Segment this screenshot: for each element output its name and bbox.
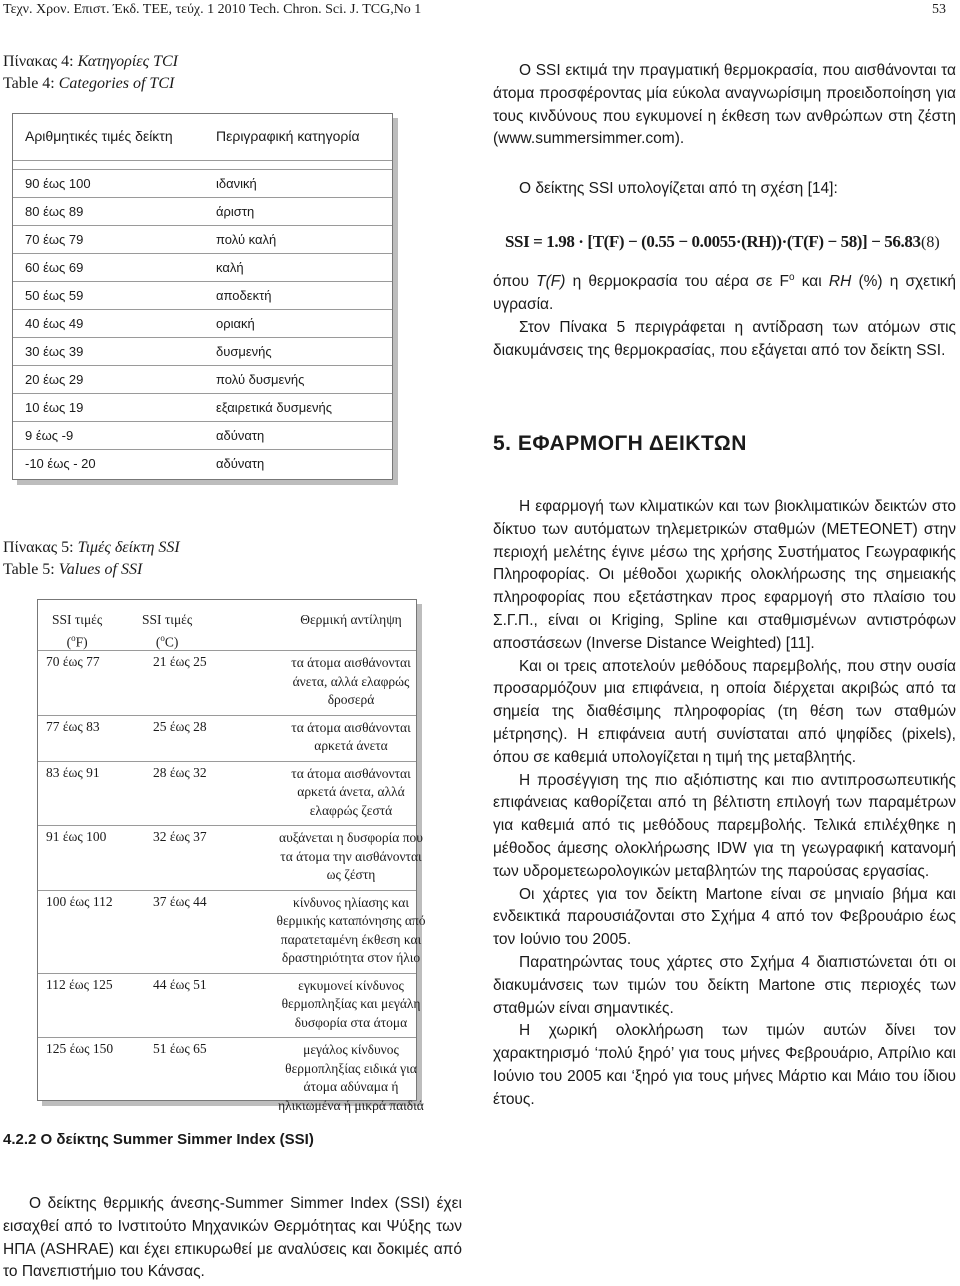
table5-perception-line: δροσερά [327,692,375,707]
section-5-paragraph: Οι χάρτες για τον δείκτη Martone είναι σε μηνιαίο βήμα και ενδεικτικά παρουσιάζονται στο Σχήμα 4 από τον Φεβρουάριο έως τον Ιούνιο του 2005. [493,885,956,949]
ssi-formula-intro [493,178,956,201]
table5-perception-cell [256,829,446,885]
right-intro [493,60,956,151]
table4-category-cell: αποδεκτή [216,288,272,303]
table4-caption-gr-label: Πίνακας 4: [3,53,74,70]
table4-row [13,393,392,422]
table4-row [13,281,392,310]
section-422-paragraph: Ο δείκτης θερμικής άνεσης-Summer Simmer Index (SSI) έχει εισαχθεί από το Ινστιτούτο Μηχανικών Θερμότητας και Ψύξης των ΗΠΑ (ASHRAE) και έχει επικυρωθεί με αναλύσεις και δοκιμές από το Πανεπιστήμιο του Κάνσας. [3,1195,462,1281]
table5-caption-en: Values of SSI [58,561,143,578]
table5-perception-cell [256,977,446,1033]
table5-caption-gr: Τιμές δείκτη SSI [77,539,180,556]
table4-category-cell: πολύ δυσμενής [216,372,305,387]
table5-perception-line: αυξάνεται η δυσφορία που [279,830,423,845]
table4-row [13,365,392,394]
page-number: 53 [932,2,946,17]
table5-celsius-cell: 21 έως 25 [153,654,207,669]
table4-range-cell: 70 έως 79 [25,232,84,247]
table4-range-cell: 10 έως 19 [25,400,84,415]
table4-category-cell: άριστη [216,204,255,219]
table4-col1-header: Αριθμητικές τιμές δείκτη [25,128,173,144]
table5-col1-header [52,610,102,652]
table4-range-cell: 40 έως 49 [25,316,84,331]
section-5-heading: 5. ΕΦΑΡΜΟΓΗ ΔΕΙΚΤΩΝ [493,432,747,455]
running-header [0,0,960,22]
table4-row [13,225,392,254]
ssi-formula-intro-text: Ο δείκτης SSI υπολογίζεται από τη σχέση [14]: [519,180,838,197]
table4-row [13,169,392,198]
table5-perception-line: άτομα αδύναμα ή [303,1079,399,1094]
table5-row [38,650,416,716]
equation-number: (8) [921,234,940,251]
table5-perception-cell [256,719,446,756]
table5-caption-gr-label: Πίνακας 5: [3,539,74,556]
table4-caption [3,51,178,95]
table5 [37,599,426,1113]
journal-citation: Τεχν. Χρον. Επιστ. Έκδ. ΤΕΕ, τεύχ. 1 2010 Tech. Chron. Sci. J. TCG,No 1 [3,2,422,17]
table4-category-cell: ιδανική [216,176,257,191]
table4-category-cell: αδύνατη [216,428,265,443]
table5-header [38,600,416,650]
table5-perception-cell [256,894,446,968]
section-5-paragraph: Η χωρική ολοκλήρωση των τιμών αυτών δίνει τον χαρακτηρισμό ‘πολύ ξηρό’ για τους μήνες Φεβρουάριο, Απρίλιο και Ιούνιο του 2005 και ‘ξηρό για τους μήνες Μάρτιο και Μάιο του ίδιου έτους. [493,1022,956,1108]
table5-perception-line: θερμοπληξίας ειδικά για [285,1060,417,1076]
table4 [12,113,393,480]
table5-fahrenheit-cell: 77 έως 83 [46,718,100,734]
table5-perception-line: τα άτομα αισθάνονται [291,719,411,735]
table4-category-cell: εξαιρετικά δυσμενής [216,400,333,415]
table4-row [13,449,392,478]
table5-perception-cell [256,1041,446,1115]
table5-perception-cell [256,765,446,821]
table4-range-cell: 50 έως 59 [25,288,84,303]
table5-caption [3,537,180,581]
table5-perception-line: αρκετά άνετα, αλλά [297,784,405,799]
formula-var-rh: RH [828,273,852,291]
ssi-formula: SSI = 1.98 · [T(F) − (0.55 − 0.0055·(RH))·(T(F) − 58)] − 56.83 [505,232,921,251]
formula-var-a: όπου [493,273,529,291]
degree-superscript: o [789,272,795,283]
table4-range-cell: 60 έως 69 [25,260,84,275]
table5-fahrenheit-cell: 91 έως 100 [46,829,107,844]
section-5-paragraph: Η εφαρμογή των κλιματικών και των βιοκλιματικών δεικτών στο δίκτυο των αυτόματων τηλεμετρικών σταθμών (ΜΕΤΕΟΝΕΤ) στην περιοχή μελέτης έγινε μέσω της χρήσης Συστήματος Γεωγραφικής Πληροφορίας. Οι μέθοδοι χωρικής ολοκλήρωσης της σημειακής πληροφορίας που εξετάστηκαν προς εφαρμογή στο πλαίσιο του Σ.Γ.Π., είναι οι Kriging, Spline και σταθμισμένων αντιστρόφων αποστάσεων (Inverse Distance Weighted) [11]. [493,498,956,652]
table4-category-cell: πολύ καλή [216,232,277,247]
table5-perception-line: δυσφορία στα άτομα [294,1014,408,1030]
table4-row [13,309,392,338]
table4-range-cell: 80 έως 89 [25,204,84,219]
table5-perception-line: αρκετά άνετα [314,738,388,753]
table4-range-cell: 90 έως 100 [25,176,91,191]
section-5-paragraph: Και οι τρεις αποτελούν μεθόδους παρεμβολής, που στην ουσία προσαρμόζουν μια επιφάνεια, η οποία διέρχεται ακριβώς από τα σημεία της διαθέσιμης πληροφορίας (τη θέση των σταθμών μέτρησης). Η επιφάνεια αυτή συνίσταται από ψηφίδες (pixels), όπου σε καθεμιά υπολογίζεται η τιμή της μεταβλητής. [493,657,956,766]
table5-row [38,761,416,827]
table5-row [38,973,421,1039]
table5-row [38,715,416,762]
formula-var-tf: T(F) [536,273,566,291]
formula-var-c: και [801,273,822,291]
table5-caption-en-label: Table 5: [3,561,55,578]
formula-var-d: (%) η σχετική υγρασία. [493,273,957,313]
table5-celsius-cell: 32 έως 37 [153,829,207,844]
table5-perception-line: ως ζέστη [326,867,376,882]
formula-var-b: η θερμοκρασία του αέρα σε F [572,273,789,291]
table4-caption-en-label: Table 4: [3,75,55,92]
table4-col2-header: Περιγραφική κατηγορία [216,128,360,144]
table5-celsius-cell: 28 έως 32 [153,764,207,780]
table5-col1-unit: ($^o$F) [66,633,88,650]
table5-perception-line: τα άτομα αισθάνονται [291,765,411,781]
section-422-heading: 4.2.2 Ο δείκτης Summer Simmer Index (SSI) [3,1131,314,1148]
table5-perception-line: άνετα, αλλά ελαφρώς [292,673,410,689]
table4-category-cell: οριακή [216,316,255,331]
table4-row [13,421,392,450]
table4-header [13,114,392,161]
table4-range-cell: 20 έως 29 [25,372,84,387]
table5-row [38,825,423,891]
table5-col3-header: Θερμική αντίληψη [300,612,402,627]
section-5-body [493,496,956,1112]
section-5-paragraph: Η προσέγγιση της πιο αξιόπιστης και πιο αντιπροσωπευτικής επιφάνειας καθορίζεται από τη βέλτιστη επιλογή των παραμέτρων για καθεμιά από τις μεθόδους παρεμβολής. Τελικά επιλέχθηκε η μέθοδος άμεσης ολοκλήρωσης IDW για τη γεωγραφική κατανομή των υδρομετεωρολογικών μεταβλητών της παρούσας εργασίας. [493,771,956,880]
table5-perception-line: θερμικής καταπόνησης από [276,913,426,928]
table5-col1-title: SSI τιμές [52,612,103,627]
table5-perception-line: τα άτομα την αισθάνονται [280,848,422,864]
formula-explanation [493,267,956,362]
table4-caption-gr: Κατηγορίες TCI [77,53,178,70]
table5-perception-line: δραστηριότητα στον ήλιο [281,950,421,965]
table5-col2-unit: ($^o$C) [155,633,179,650]
table5-fahrenheit-cell: 83 έως 91 [46,764,100,780]
table5-perception-line: κίνδυνος ηλίασης και [293,894,409,910]
table5-celsius-cell: 51 έως 65 [153,1041,207,1056]
table5-perception-line: ηλικιωμένα ή μικρά παιδιά [278,1097,424,1113]
table4-row [13,253,392,282]
table5-reference-paragraph: Στον Πίνακα 5 περιγράφεται η αντίδραση των ατόμων στις διακυμάνσεις της θερμοκρασίας, που εξάγεται από τον δείκτη SSI. [493,318,956,359]
table4-row [13,197,392,226]
table5-col1-unit-text: F) [75,634,88,650]
table5-col2-title: SSI τιμές [142,612,193,627]
table5-perception-line: ελαφρώς ζεστά [309,802,393,818]
table5-celsius-cell: 44 έως 51 [153,976,207,992]
table5-perception-line: τα άτομα αισθάνονται [291,655,411,670]
table5-row [38,890,426,974]
table5-perception-line: εγκυμονεί κίνδυνος [298,977,404,993]
table4-range-cell: 30 έως 39 [25,344,84,359]
table5-col2-unit-text: C) [164,634,179,650]
section-5-paragraph: Παρατηρώντας τους χάρτες στο Σχήμα 4 διαπιστώνεται ότι οι διακυμάνσεις των τιμών του δείκτη Martone στις περιοχές των σταθμών είναι σημαντικές. [493,953,956,1017]
table5-fahrenheit-cell: 70 έως 77 [46,654,100,669]
table5-fahrenheit-cell: 100 έως 112 [46,893,113,909]
ssi-intro-paragraph: Ο SSI εκτιμά την πραγματική θερμοκρασία, που αισθάνονται τα άτομα προσφέροντας μία εύκολα αναγνωρίσιμη προειδοποίηση για τους κινδύνους που εγκυμονεί η έκθεση των ανθρώπων στη ζέστη (www.summersimmer.com). [493,62,956,148]
table5-perception-cell [256,654,446,710]
table4-category-cell: αδύνατη [216,456,265,471]
table5-perception-line: θερμοπληξίας και μεγάλη [281,996,421,1011]
table5-perception-line: παρατεταμένη έκθεση και [280,931,422,947]
table5-perception-line: μεγάλος κίνδυνος [303,1042,399,1057]
table5-fahrenheit-cell: 112 έως 125 [46,976,113,992]
table5-fahrenheit-cell: 125 έως 150 [46,1041,114,1056]
formula-variables-paragraph [493,267,956,317]
table4-range-cell: 9 έως -9 [25,428,74,443]
table5-col2-header [142,610,192,652]
table4-caption-en: Categories of TCI [58,75,175,92]
section-422-body [3,1193,462,1284]
table5-celsius-cell: 37 έως 44 [153,893,207,909]
table4-row [13,337,392,366]
table4-category-cell: καλή [216,260,244,275]
table5-row [38,1037,424,1121]
table4-category-cell: δυσμενής [216,344,272,359]
table5-celsius-cell: 25 έως 28 [153,718,207,734]
table4-range-cell: -10 έως - 20 [25,456,96,471]
